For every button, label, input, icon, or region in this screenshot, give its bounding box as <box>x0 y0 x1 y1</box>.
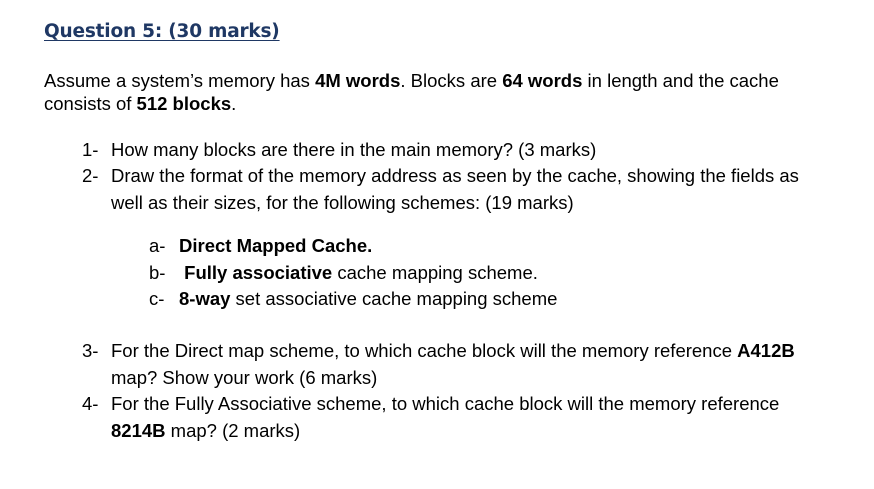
question-text: How many blocks are there in the main memory? (3 marks) <box>111 139 597 160</box>
scheme-name: Direct Mapped Cache. <box>179 235 373 256</box>
intro-text: . <box>231 93 237 114</box>
memory-reference: A412B <box>737 340 795 361</box>
intro-text: consists of <box>44 93 137 114</box>
question-number: 2- <box>82 165 99 186</box>
question-number: 1- <box>82 139 99 160</box>
scheme-item <box>149 259 538 286</box>
intro-text: in length and the cache <box>582 70 779 91</box>
scheme-item <box>149 285 557 312</box>
memory-size: 4M words <box>315 70 401 91</box>
intro-text: Assume a system’s memory has <box>44 70 316 91</box>
scheme-name: 8-way <box>179 288 231 309</box>
question-text: For the Fully Associative scheme, to which cache block will the memory reference <box>111 393 780 414</box>
memory-reference: 8214B <box>111 420 166 441</box>
question-text-part: map? (2 marks) <box>165 420 301 441</box>
question-number: 4- <box>82 393 99 414</box>
scheme-name: Fully associative <box>184 262 333 283</box>
scheme-letter: a- <box>149 235 166 256</box>
scheme-text: cache mapping scheme. <box>332 262 538 283</box>
block-size: 64 words <box>502 70 583 91</box>
scheme-letter: c- <box>149 288 165 309</box>
question-text-part: For the Direct map scheme, to which cache block will the memory reference <box>111 340 738 361</box>
question-text <box>111 417 300 444</box>
scheme-letter: b- <box>149 262 166 283</box>
question-text: well as their sizes, for the following schemes: (19 marks) <box>111 192 574 213</box>
scheme-text: set associative cache mapping scheme <box>230 288 558 309</box>
cache-size: 512 blocks <box>136 93 232 114</box>
question-heading: Question 5: (30 marks) <box>44 21 280 42</box>
scheme-item <box>149 232 372 259</box>
intro-paragraph <box>44 69 864 115</box>
question-text: map? Show your work (6 marks) <box>111 367 378 388</box>
intro-text: . Blocks are <box>400 70 503 91</box>
question-text: Draw the format of the memory address as seen by the cache, showing the fields as <box>111 165 799 186</box>
question-number: 3- <box>82 340 99 361</box>
question-text <box>111 337 795 364</box>
